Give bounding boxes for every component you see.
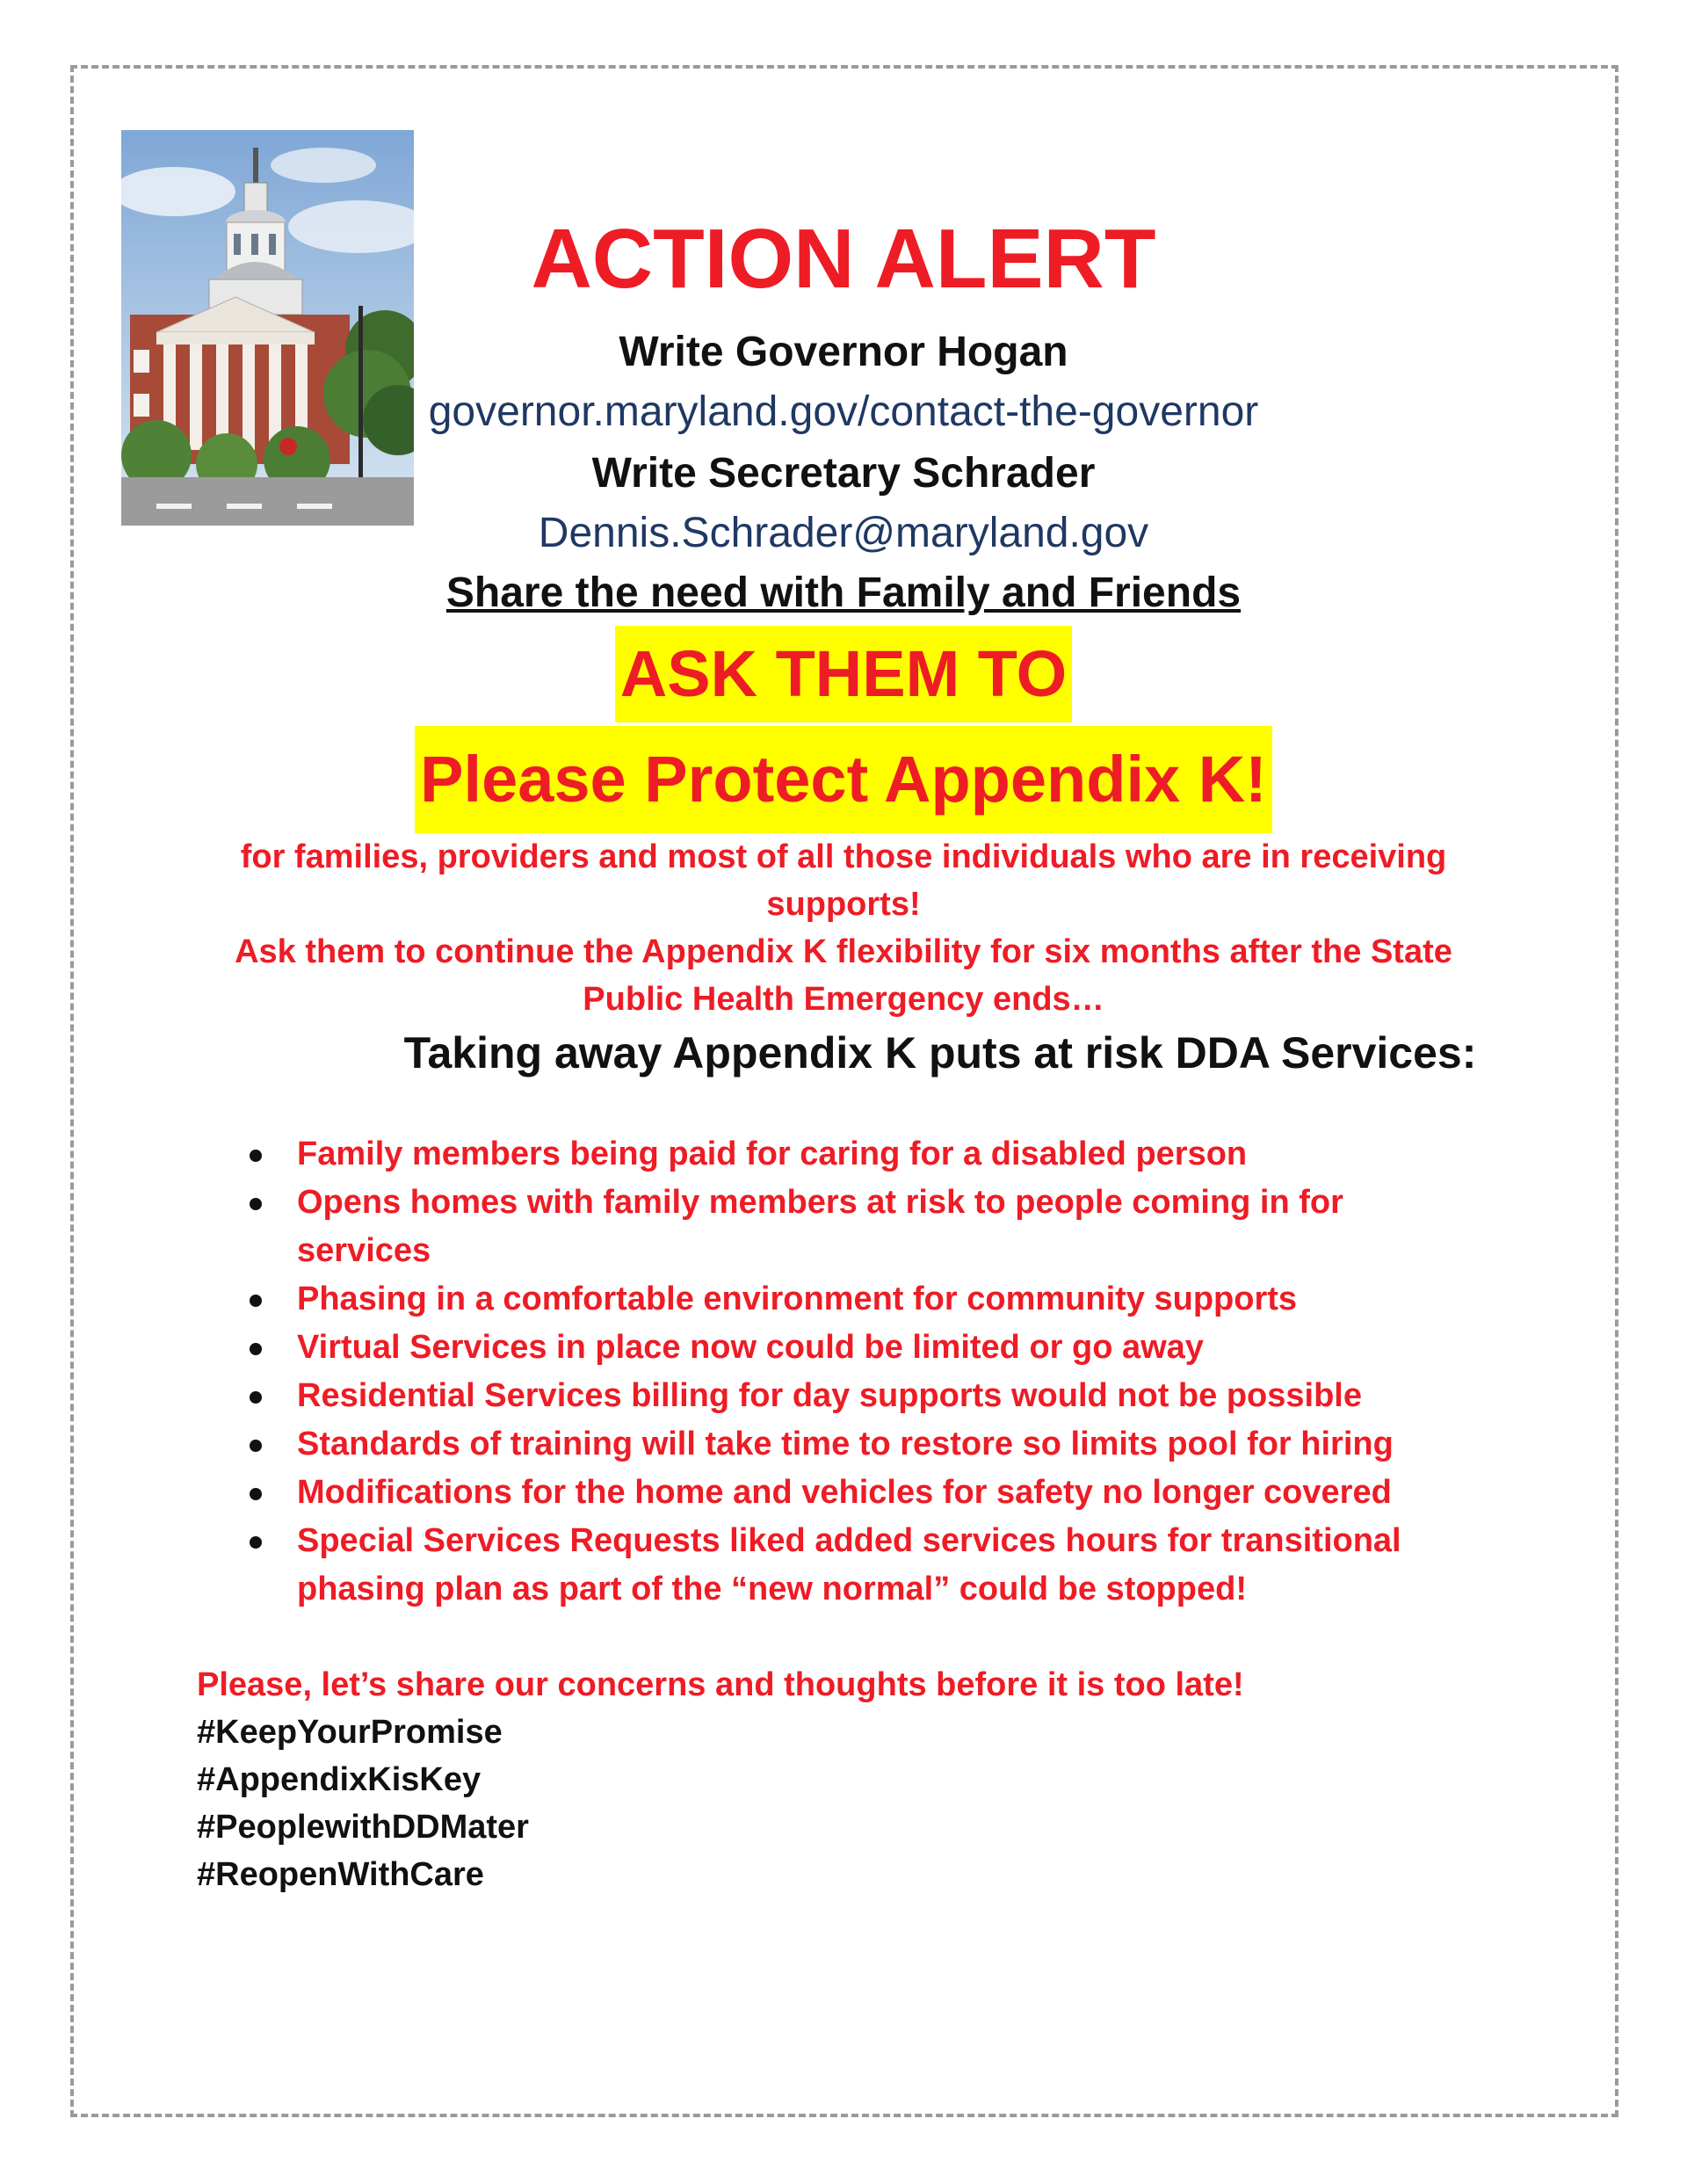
list-item: Phasing in a comfortable environment for community supports <box>202 1275 1485 1324</box>
intro-para-2-line-1: Ask them to continue the Appendix K flexibility for six months after the State <box>235 933 1452 970</box>
bullet-icon <box>250 1343 262 1355</box>
list-item: Special Services Requests liked added services hours for transitional <box>202 1517 1485 1565</box>
intro-para-1-line-1: for families, providers and most of all those individuals who are in receiving <box>240 838 1447 875</box>
highlight-line-2 <box>0 726 1687 833</box>
highlight-line-1 <box>0 626 1687 722</box>
bullet-icon <box>250 1150 262 1162</box>
bullet-icon <box>250 1198 262 1210</box>
risk-list <box>202 1130 1485 1614</box>
list-item: Opens homes with family members at risk to people coming in for <box>202 1179 1485 1227</box>
intro-para-2-line-2: Public Health Emergency ends… <box>583 981 1104 1018</box>
list-item: Modifications for the home and vehicles for safety no longer covered <box>202 1469 1485 1517</box>
intro-para-1-line-2: supports! <box>766 886 921 923</box>
closing-statement: Please, let’s share our concerns and thoughts before it is too late! <box>197 1666 1244 1703</box>
list-item: Family members being paid for caring for a disabled person <box>202 1130 1485 1179</box>
hashtag-list <box>197 1709 988 1898</box>
governor-contact-label: Write Governor Hogan <box>619 329 1068 375</box>
bullet-icon <box>250 1295 262 1307</box>
hashtag[interactable]: #AppendixKisKey <box>197 1761 481 1798</box>
bullet-icon <box>250 1391 262 1404</box>
secretary-email-link[interactable]: Dennis.Schrader@maryland.gov <box>538 510 1149 556</box>
governor-contact-link[interactable]: governor.maryland.gov/contact-the-governor <box>428 388 1259 435</box>
list-item-continuation: phasing plan as part of the “new normal” could be stopped! <box>297 1571 1247 1607</box>
bullet-icon <box>250 1536 262 1549</box>
risk-subheading: Taking away Appendix K puts at risk DDA Services: <box>403 1028 1477 1077</box>
hashtag[interactable]: #ReopenWithCare <box>197 1856 484 1893</box>
bullet-icon <box>250 1488 262 1500</box>
bullet-icon <box>250 1440 262 1452</box>
protect-appendix-k-text: Please Protect Appendix K! <box>415 726 1272 833</box>
list-item: Virtual Services in place now could be limited or go away <box>202 1324 1485 1372</box>
share-line: Share the need with Family and Friends <box>445 570 1242 616</box>
list-item-continuation: services <box>297 1232 431 1269</box>
ask-them-to-text: ASK THEM TO <box>615 626 1072 722</box>
list-item: Residential Services billing for day supports would not be possible <box>202 1372 1485 1420</box>
hashtag[interactable]: #PeoplewithDDMater <box>197 1809 529 1846</box>
secretary-contact-label: Write Secretary Schrader <box>591 450 1096 497</box>
hashtag[interactable]: #KeepYourPromise <box>197 1714 503 1751</box>
action-alert-title: ACTION ALERT <box>531 212 1156 306</box>
list-item: Standards of training will take time to restore so limits pool for hiring <box>202 1420 1485 1469</box>
